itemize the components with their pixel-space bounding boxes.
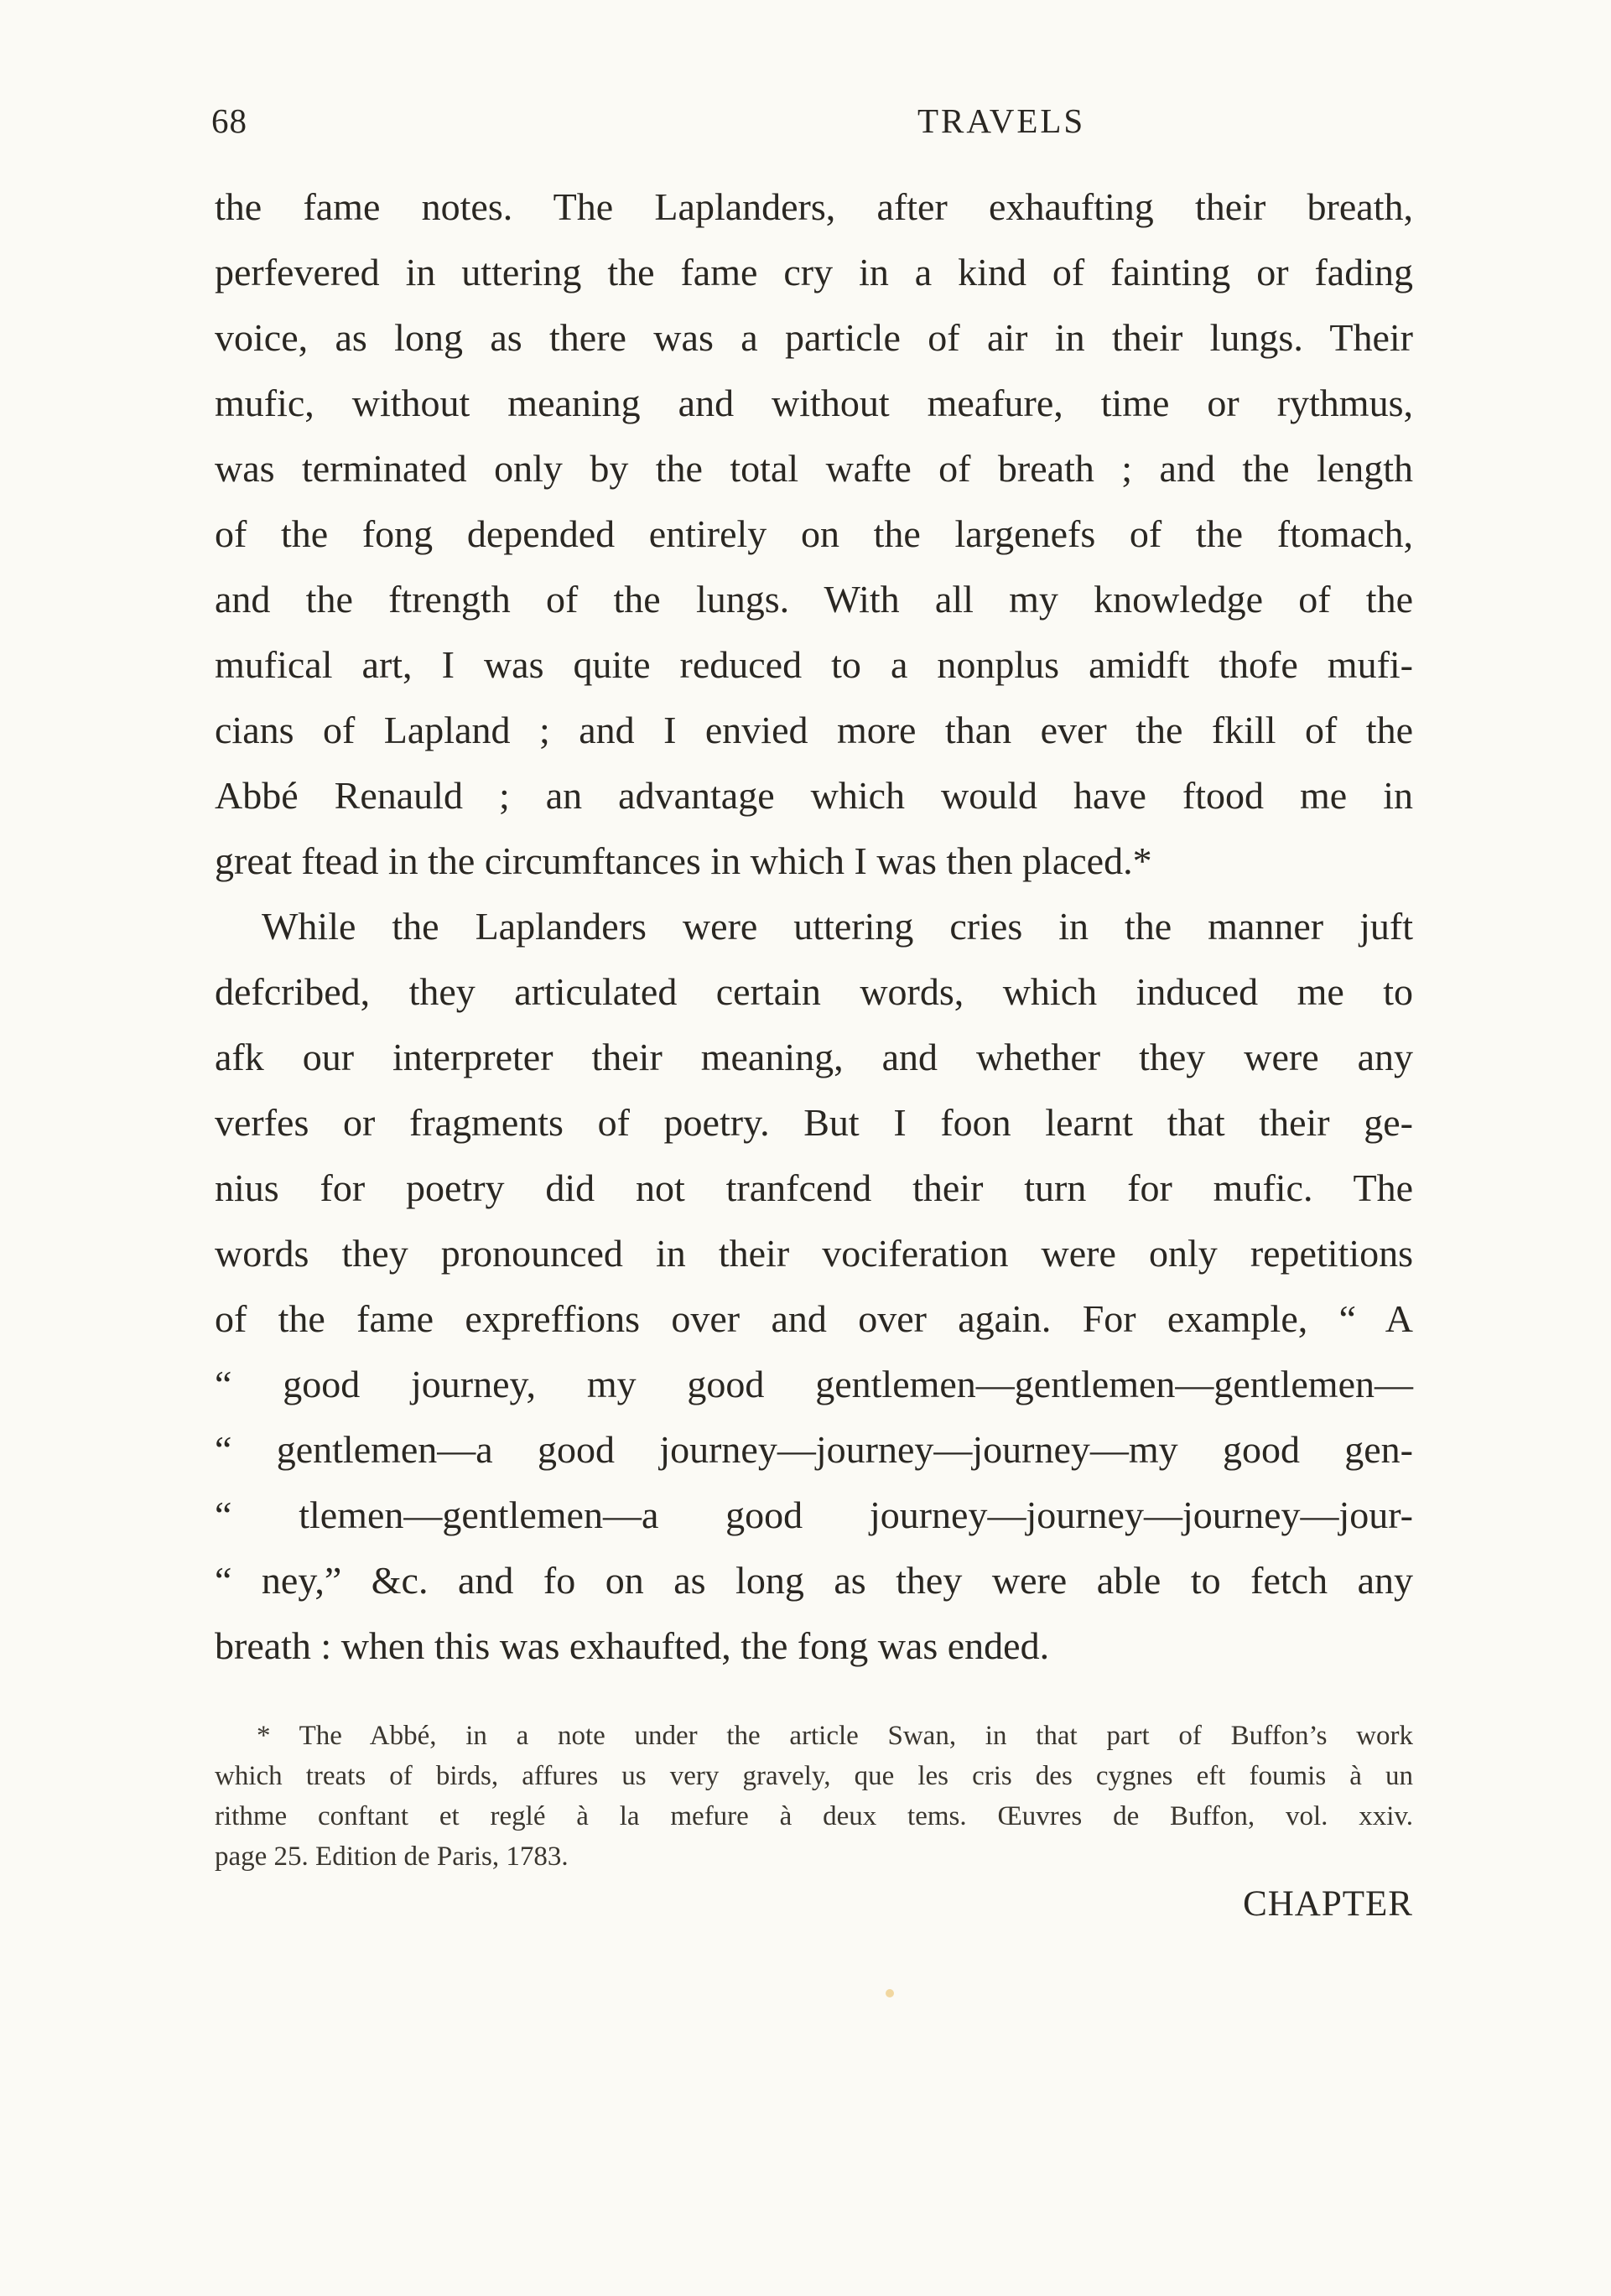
body-line: the fame notes. The Laplanders, after exhaufting their breath, [215,185,1413,228]
body-line: perfevered in uttering the fame cry in a kind of fainting or fading [215,251,1413,293]
body-line: was terminated only by the total wafte of breath ; and the length [215,447,1413,490]
footnote [215,1716,1413,1877]
footnote-line: which treats of birds, affures us very gravely, que les cris des cygnes eft foumis à un [215,1761,1413,1791]
running-head: TRAVELS [917,101,1086,140]
body-line: “ good journey, my good gentlemen—gentlemen—gentlemen— [215,1363,1413,1405]
body-line: Abbé Renauld ; an advantage which would have ftood me in [215,774,1413,817]
body-line: “ tlemen—gentlemen—a good journey—journey—journey—jour- [215,1493,1413,1536]
body-line: defcribed, they articulated certain words, which induced me to [215,970,1413,1013]
paragraph-start-line: While the Laplanders were uttering cries in the manner juft [262,905,1413,948]
body-line: words they pronounced in their vociferation were only repetitions [215,1232,1413,1275]
footnote-line: page 25. Edition de Paris, 1783. [215,1841,569,1872]
paper-speck [886,1989,894,1997]
page-number: 68 [211,101,247,140]
body-line: voice, as long as there was a particle of air in their lungs. Their [215,316,1413,359]
body-line: “ ney,” &c. and fo on as long as they were able to fetch any [215,1559,1413,1602]
body-line: cians of Lapland ; and I envied more than ever the fkill of the [215,709,1413,751]
body-line: verfes or fragments of poetry. But I foon learnt that their ge- [215,1101,1413,1144]
body-line: breath : when this was exhaufted, the fong was ended. [215,1624,1050,1667]
body-text [215,174,1413,1679]
footnote-line: rithme conftant et reglé à la mefure à deux tems. Œuvres de Buffon, vol. xxiv. [215,1801,1413,1831]
body-line: mufic, without meaning and without meafure, time or rythmus, [215,382,1413,424]
body-line: nius for poetry did not tranfcend their turn for mufic. The [215,1166,1413,1209]
body-line: great ftead in the circumftances in which I was then placed.* [215,839,1152,882]
body-line: of the fame expreffions over and over again. For example, “ A [215,1297,1413,1340]
body-line: “ gentlemen—a good journey—journey—journey—my good gen- [215,1428,1413,1471]
footnote-line: * The Abbé, in a note under the article Swan, in that part of Buffon’s work [257,1721,1413,1751]
body-line: and the ftrength of the lungs. With all my knowledge of the [215,578,1413,621]
page-header [211,101,1413,151]
body-line: of the fong depended entirely on the largenefs of the ftomach, [215,512,1413,555]
catchword: CHAPTER [1243,1884,1413,1924]
body-line: mufical art, I was quite reduced to a nonplus amidft thofe mufi- [215,643,1413,686]
body-line: afk our interpreter their meaning, and whether they were any [215,1036,1413,1078]
